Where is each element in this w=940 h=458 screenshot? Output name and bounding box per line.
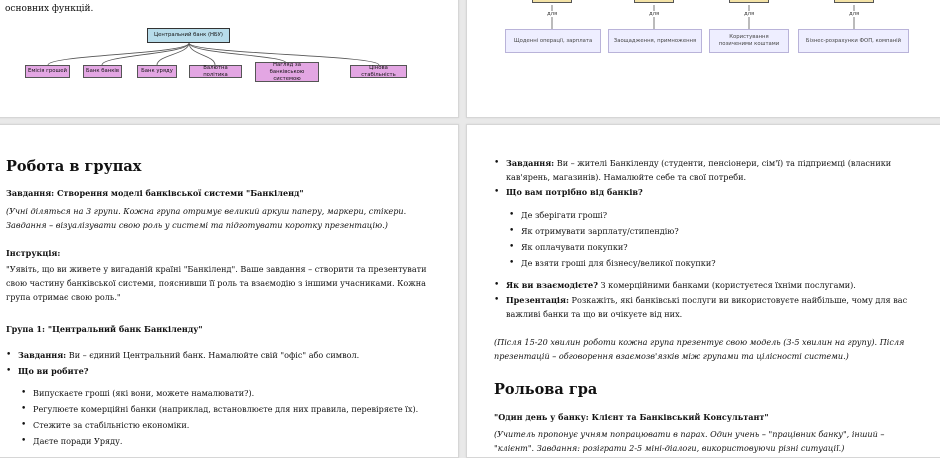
node-service-3 xyxy=(729,0,769,3)
list-item: • Як ви взаємодієте? З комерційними банками (користуєтеся їхніми послугами). xyxy=(492,277,922,293)
node-currency-policy: Валютна політика xyxy=(189,65,242,78)
list-item: • Даєте поради Уряду. xyxy=(19,433,444,449)
intro-tail-text: основних функцій. xyxy=(5,4,94,14)
task-heading: Завдання: Створення моделі банківської системи "Банкіленд" xyxy=(6,188,304,198)
edge-label-for: для xyxy=(649,11,660,17)
node-government-bank: Банк уряду xyxy=(137,65,177,78)
instruction-heading: Інструкція: xyxy=(6,248,61,258)
node-service-4 xyxy=(834,0,874,3)
list-item: • Що ви робите? xyxy=(4,363,444,379)
node-banking-supervision: Нагляд за банківською системою xyxy=(255,62,319,82)
group-work-continued-card xyxy=(466,124,940,458)
group-list xyxy=(492,156,922,200)
edge-label-for: для xyxy=(849,11,860,17)
diagram-card-banking-services xyxy=(466,0,940,118)
node-daily-operations: Щоденні операції, зарплата xyxy=(505,29,601,53)
node-savings: Заощадження, примноження xyxy=(608,29,702,53)
node-bank-of-banks: Банк банків xyxy=(83,65,122,78)
node-money-emission: Емісія грошей xyxy=(25,65,70,78)
node-central-bank: Центральний банк (НБУ) xyxy=(147,28,230,43)
list-item: • Завдання: Ви – єдиний Центральний банк. Намалюйте свій "офіс" або символ. xyxy=(4,347,444,363)
section-title-role-play: Рольова гра xyxy=(494,381,598,398)
diagram-card-central-bank xyxy=(0,0,459,118)
list-item: • Де зберігати гроші? xyxy=(507,207,917,223)
node-price-stability: Цінова стабільність xyxy=(350,65,407,78)
node-service-2 xyxy=(634,0,674,3)
list-item: • Стежите за стабільністю економіки. xyxy=(19,417,444,433)
edge-label-for: для xyxy=(547,11,558,17)
group1-list xyxy=(4,347,444,379)
list-item: • Як оплачувати покупки? xyxy=(507,239,917,255)
instruction-text: "Уявіть, що ви живете у вигаданій країні "Банкіленд". Ваше завдання – створити та презентувати свою частину банківської системи, пояснивши її роль та взаємодію з іншими учасниками. Кожна група отримає свою роль." xyxy=(6,264,427,302)
node-borrowed-funds: Користування позиченими коштами xyxy=(709,29,789,53)
list-item: • Презентація: Розкажіть, які банківські послуги ви використовуєте найбільше, чому для вас важливі банки та що ви очікуєте від них. xyxy=(492,293,922,321)
role-play-heading: "Один день у банку: Клієнт та Банківський Консультант" xyxy=(494,412,769,422)
group1-heading: Група 1: "Центральний банк Банкіленду" xyxy=(6,324,203,334)
after-presentation-note: (Після 15-20 хвилин роботи кожна група презентує свою модель (3-5 хвилин на групу). Після презентацій – обговорення взаємозв'язків між групами та цілісності системи.) xyxy=(494,337,905,361)
list-item: • Випускаєте гроші (які вони, можете намалювати?). xyxy=(19,385,444,401)
node-service-1 xyxy=(532,0,572,3)
interaction-list xyxy=(492,277,922,321)
list-item: • Регулюєте комерційні банки (наприклад, встановлюєте для них правила, перевіряєте їх). xyxy=(19,401,444,417)
list-item: • Що вам потрібно від банків? xyxy=(492,184,922,200)
role-play-note: (Учитель пропонує учням попрацювати в парах. Один учень – "працівник банку", інший – "клієнт". Завдання: розіграти 2-5 міні-діалоги, використовуючи різні ситуації.) xyxy=(494,429,885,453)
group-work-card xyxy=(0,124,459,458)
node-business-payments: Бізнес-розрахунки ФОП, компаній xyxy=(798,29,909,53)
diagram-connectors xyxy=(467,0,940,117)
list-item: • Де взяти гроші для бізнесу/великої покупки? xyxy=(507,255,917,271)
edge-label-for: для xyxy=(744,11,755,17)
list-item: • Як отримувати зарплату/стипендію? xyxy=(507,223,917,239)
group1-sublist xyxy=(19,385,444,449)
needs-sublist xyxy=(507,207,917,271)
task-note: (Учні діляться на 3 групи. Кожна група отримує великий аркуш паперу, маркери, стікери. Завдання – візуалізувати свою роль у системі та підготувати коротку презентацію.) xyxy=(6,206,407,230)
list-item: • Завдання: Ви – жителі Банкіленду (студенти, пенсіонери, сім'ї) та підприємці (власники кав'ярень, магазинів). Намалюйте себе та свої потреби. xyxy=(492,156,922,184)
diagram-connectors xyxy=(0,0,458,117)
section-title-group-work: Робота в групах xyxy=(6,158,142,175)
